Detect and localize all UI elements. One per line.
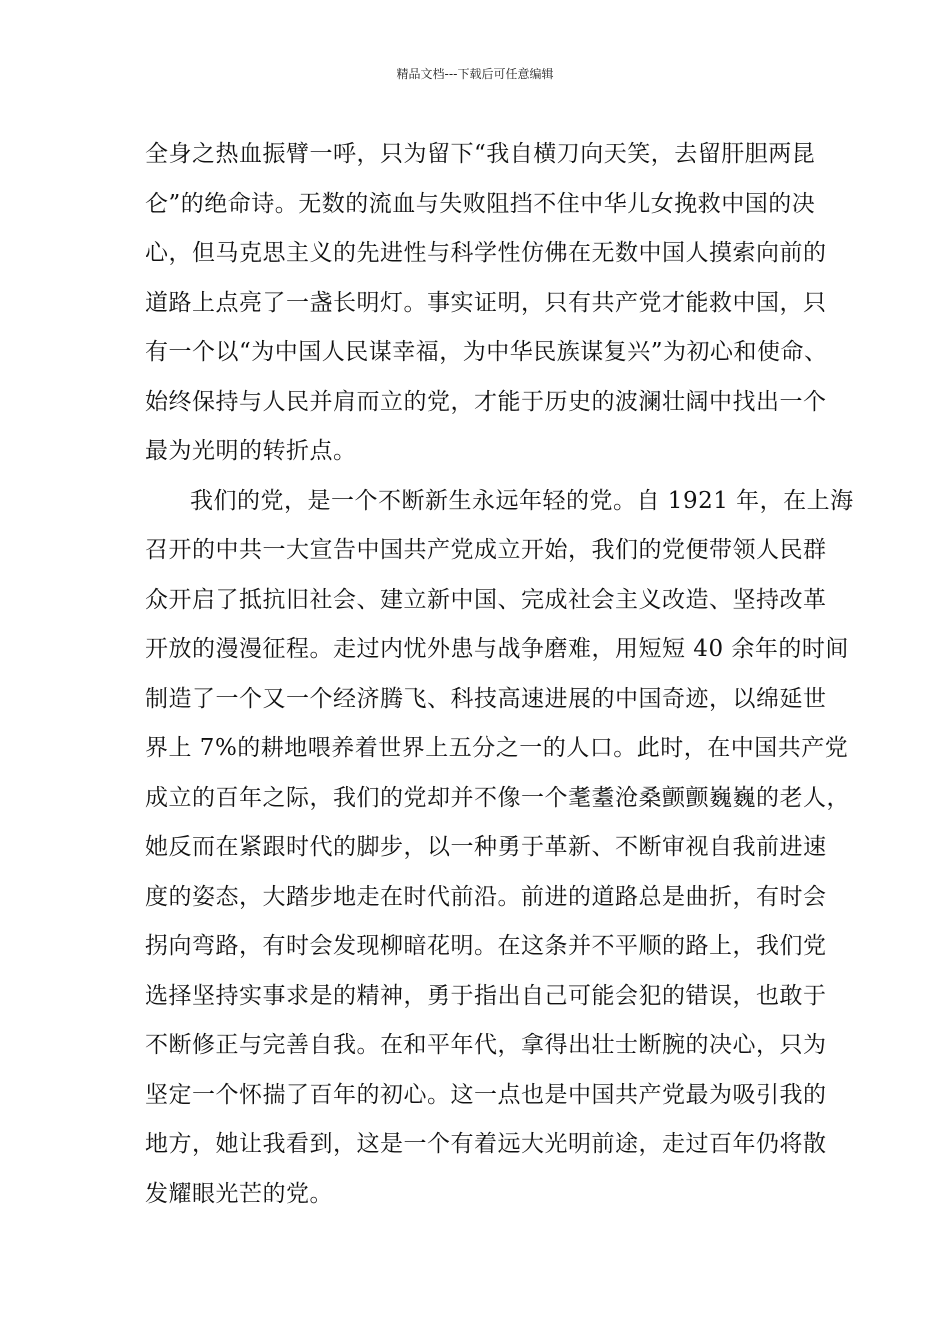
text-line: 心，但马克思主义的先进性与科学性仿佛在无数中国人摸索向前的 (145, 240, 827, 266)
text-line: 选择坚持实事求是的精神，勇于指出自己可能会犯的错误，也敢于 (145, 982, 827, 1009)
text-line: 度的姿态，大踏步地走在时代前沿。前进的道路总是曲折，有时会 (145, 883, 827, 910)
text-line: 全身之热血振臂一呼，只为留下“我自横刀向天笑，去留肝胆两昆 (145, 141, 816, 167)
text-line: 坚定一个怀揣了百年的初心。这一点也是中国共产党最为吸引我的 (145, 1081, 827, 1108)
text-line: 最为光明的转折点。 (145, 438, 357, 464)
text-line: 地方，她让我看到，这是一个有着远大光明前途，走过百年仍将散 (145, 1131, 827, 1157)
text-line: 发耀眼光芒的党。 (145, 1180, 333, 1207)
text-line: 拐向弯路，有时会发现柳暗花明。在这条并不平顺的路上，我们党 (145, 933, 827, 959)
text-line: 召开的中共一大宣告中国共产党成立开始，我们的党便带领人民群 (145, 537, 827, 563)
text-line: 开放的漫漫征程。走过内忧外患与战争磨难，用短短 40 余年的时间 (145, 636, 849, 662)
text-line: 制造了一个又一个经济腾飞、科技高速进展的中国奇迹，以绵延世 (145, 685, 827, 712)
text-line: 众开启了抵抗旧社会、建立新中国、完成社会主义改造、坚持改革 (145, 586, 827, 613)
page-header: 精品文档---下载后可任意编辑 (396, 67, 554, 81)
text-line: 她反而在紧跟时代的脚步，以一种勇于革新、不断审视自我前进速 (145, 834, 827, 860)
document-body (145, 130, 854, 1219)
text-line: 道路上点亮了一盏长明灯。事实证明，只有共产党才能救中国，只 (145, 289, 827, 316)
text-line: 仑”的绝命诗。无数的流血与失败阻挡不住中华儿女挽救中国的决 (145, 190, 816, 217)
paragraph-first-line: 我们的党，是一个不断新生永远年轻的党。自 1921 年，在上海 (190, 487, 854, 514)
text-line: 不断修正与完善自我。在和平年代，拿得出壮士断腕的决心，只为 (145, 1032, 827, 1058)
text-line: 界上 7%的耕地喂养着世界上五分之一的人口。此时，在中国共产党 (145, 735, 849, 761)
text-line: 有一个以“为中国人民谋幸福，为中华民族谋复兴”为初心和使命、 (145, 339, 828, 365)
text-line: 成立的百年之际，我们的党却并不像一个耄耋沧桑颤颤巍巍的老人， (145, 784, 850, 811)
text-line: 始终保持与人民并肩而立的党，才能于历史的波澜壮阔中找出一个 (145, 388, 827, 415)
